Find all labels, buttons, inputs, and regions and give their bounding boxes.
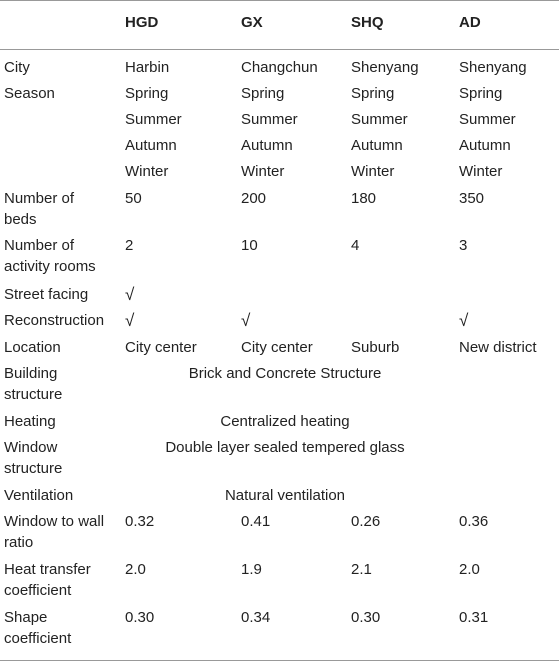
- cell-gx: 1.9: [241, 561, 262, 578]
- bottom-rule: [0, 660, 559, 661]
- cell-gx-autumn: Autumn: [241, 137, 293, 154]
- row-label: Number of: [4, 190, 75, 207]
- row-label: Building: [4, 365, 58, 382]
- row-label-line2: coefficient: [4, 582, 72, 599]
- cell-ad-spring: Spring: [459, 85, 503, 102]
- row-label: Street facing: [4, 286, 89, 303]
- row-label: Window to wall: [4, 513, 105, 530]
- cell-gx: City center: [241, 339, 313, 356]
- row-label: Heating: [4, 413, 56, 430]
- cell-gx-summer: Summer: [241, 111, 298, 128]
- header-gx: GX: [241, 14, 263, 31]
- row-label-line2: beds: [4, 211, 37, 228]
- cell-shq: 2.1: [351, 561, 372, 578]
- cell-ad-autumn: Autumn: [459, 137, 511, 154]
- header-ad: AD: [459, 14, 481, 31]
- check-mark-icon: √: [459, 311, 469, 330]
- cell-shq: 4: [351, 237, 360, 254]
- cell-shq: 0.30: [351, 609, 381, 626]
- merged-cell: Natural ventilation: [224, 487, 346, 504]
- cell-shq-winter: Winter: [351, 163, 395, 180]
- cell-shq: Shenyang: [351, 59, 419, 76]
- cell-hgd-winter: Winter: [125, 163, 169, 180]
- header-hgd: HGD: [125, 14, 159, 31]
- cell-gx: 200: [241, 190, 267, 207]
- cell-hgd: 0.30: [125, 609, 155, 626]
- cell-ad-summer: Summer: [459, 111, 516, 128]
- cell-ad-winter: Winter: [459, 163, 503, 180]
- header-rule: [0, 49, 559, 50]
- cell-shq-summer: Summer: [351, 111, 408, 128]
- cell-shq: 0.26: [351, 513, 381, 530]
- cell-shq: 180: [351, 190, 377, 207]
- cell-hgd: 50: [125, 190, 142, 207]
- row-label-line2: activity rooms: [4, 258, 96, 275]
- check-mark-icon: √: [241, 311, 251, 330]
- cell-hgd: City center: [125, 339, 197, 356]
- cell-gx: 0.34: [241, 609, 271, 626]
- merged-cell: Centralized heating: [220, 413, 350, 430]
- row-label: Number of: [4, 237, 75, 254]
- cell-hgd: 2: [125, 237, 134, 254]
- cell-ad: 3: [459, 237, 468, 254]
- header-shq: SHQ: [351, 14, 384, 31]
- cell-ad: 0.31: [459, 609, 489, 626]
- row-label: Location: [4, 339, 61, 356]
- row-label: Reconstruction: [4, 312, 105, 329]
- cell-shq: Suburb: [351, 339, 400, 356]
- cell-ad: Shenyang: [459, 59, 527, 76]
- cell-ad: 0.36: [459, 513, 489, 530]
- cell-hgd-summer: Summer: [125, 111, 182, 128]
- cell-ad: 350: [459, 190, 485, 207]
- cell-hgd-spring: Spring: [125, 85, 169, 102]
- cell-gx: 10: [241, 237, 258, 254]
- row-label: Season: [4, 85, 55, 102]
- top-rule: [0, 0, 559, 1]
- merged-cell: Double layer sealed tempered glass: [165, 439, 405, 456]
- row-label: Shape: [4, 609, 48, 626]
- check-mark-icon: √: [125, 311, 135, 330]
- cell-hgd: 2.0: [125, 561, 146, 578]
- row-label: Heat transfer: [4, 561, 91, 578]
- cell-gx-spring: Spring: [241, 85, 285, 102]
- cell-hgd: Harbin: [125, 59, 170, 76]
- row-label-line2: structure: [4, 460, 63, 477]
- merged-cell: Brick and Concrete Structure: [188, 365, 382, 382]
- row-label-line2: ratio: [4, 534, 34, 551]
- cell-shq-autumn: Autumn: [351, 137, 403, 154]
- cell-gx: Changchun: [241, 59, 318, 76]
- cell-ad: New district: [459, 339, 537, 356]
- row-label-line2: coefficient: [4, 630, 72, 647]
- row-label-line2: structure: [4, 386, 63, 403]
- cell-ad: 2.0: [459, 561, 480, 578]
- row-label: City: [4, 59, 30, 76]
- cell-shq-spring: Spring: [351, 85, 395, 102]
- row-label: Ventilation: [4, 487, 74, 504]
- check-mark-icon: √: [125, 285, 135, 304]
- cell-gx-winter: Winter: [241, 163, 285, 180]
- cell-gx: 0.41: [241, 513, 271, 530]
- cell-hgd: 0.32: [125, 513, 155, 530]
- cell-hgd-autumn: Autumn: [125, 137, 177, 154]
- row-label: Window: [4, 439, 58, 456]
